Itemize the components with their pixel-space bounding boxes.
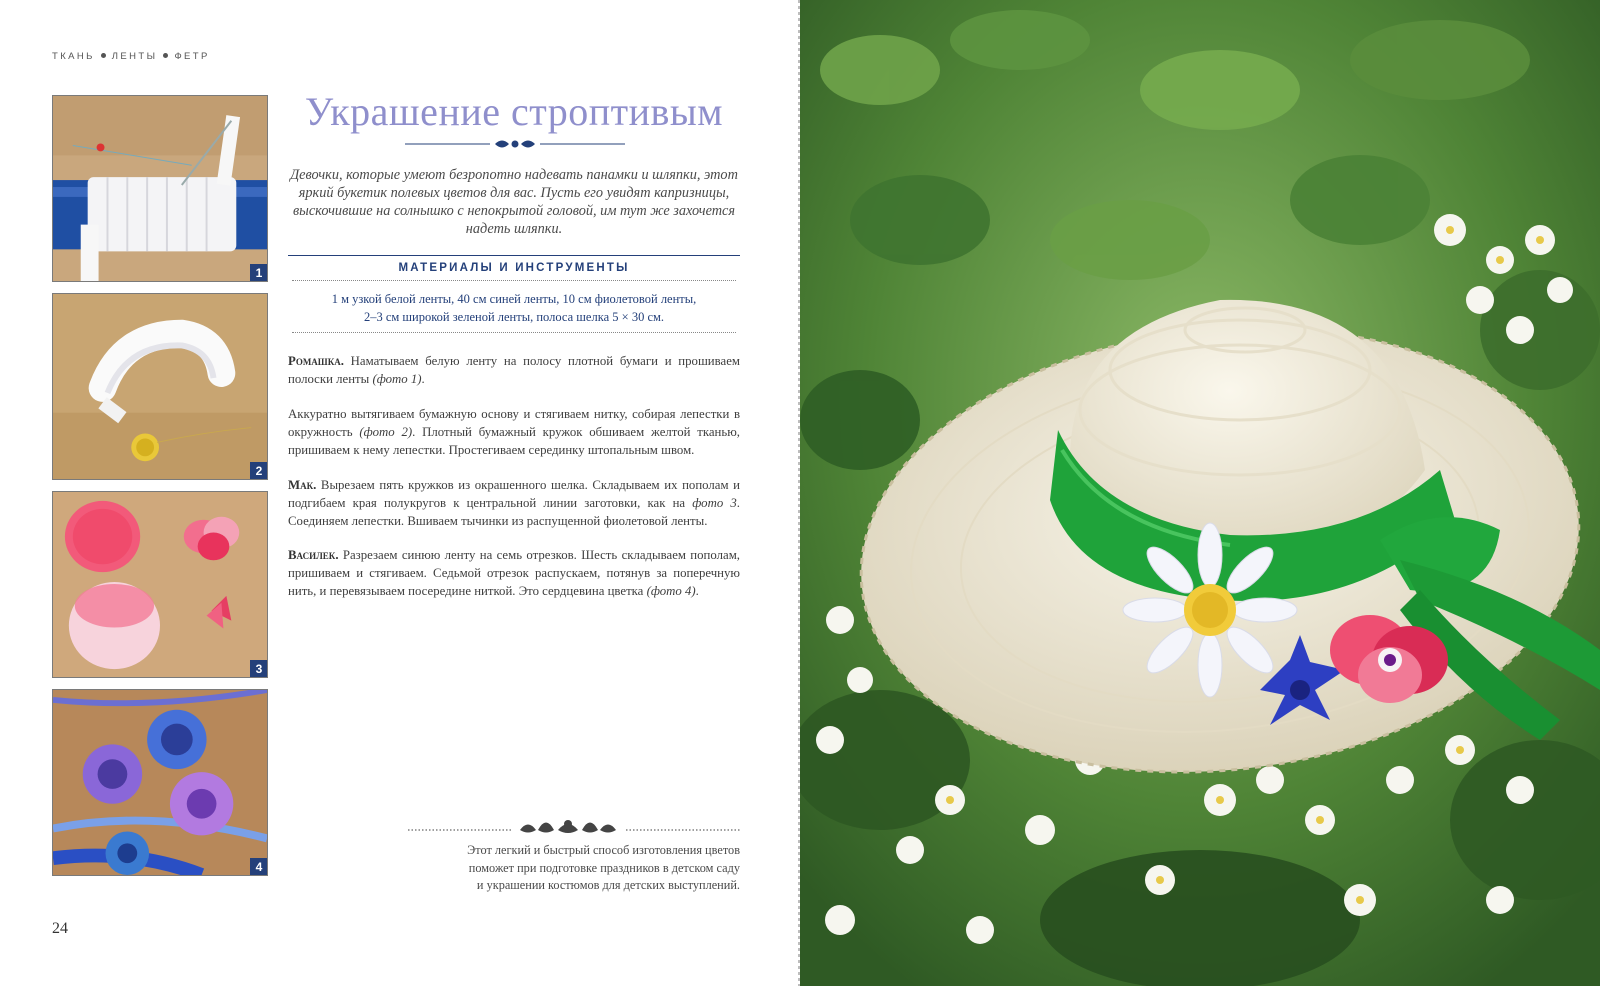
materials-heading: МАТЕРИАЛЫ И ИНСТРУМЕНТЫ bbox=[398, 262, 630, 274]
dotted-divider bbox=[292, 280, 736, 281]
step-lead: Мак. bbox=[288, 478, 317, 492]
step-photo-4 bbox=[52, 689, 268, 876]
step-tail: . Соединяем лепестки. Вшиваем тычинки из распущенной фиолетовой ленты. bbox=[288, 496, 740, 528]
materials-line: 1 м узкой белой ленты, 40 см синей ленты, 10 см фиолетовой ленты, bbox=[331, 292, 697, 306]
running-head-item: ТКАНЬ bbox=[52, 51, 95, 62]
running-head-item: ЛЕНТЫ bbox=[111, 51, 158, 62]
step-tail: . Плотный бумажный кружок обшиваем желтой тканью, пришиваем к нему лепестки. Простегиваем серединку штопальным швом. bbox=[288, 425, 740, 457]
photo-ref: (фото 1) bbox=[372, 372, 422, 386]
right-page bbox=[800, 0, 1600, 986]
photo-number-badge: 3 bbox=[250, 660, 268, 678]
step-tail: . bbox=[695, 584, 699, 598]
intro-paragraph: Девочки, которые умеют безропотно надевать панамки и шляпки, этот яркий букетик полевых цветов для вас. Пусть его увидят капризницы, выскочившие на солнышко с непокрытой головой, им тут же захочется надеть шляпки. bbox=[290, 167, 738, 237]
silk-poppy-image bbox=[53, 492, 267, 677]
step-tail: . bbox=[421, 372, 425, 386]
photo-ref: (фото 2) bbox=[359, 425, 413, 439]
running-head-item: ФЕТР bbox=[174, 51, 210, 62]
flourish-ornament-icon bbox=[405, 137, 625, 151]
step-text: Аккуратно вытягиваем бумажную основу и стягиваем нитку, собирая лепестки в окружность bbox=[288, 407, 740, 439]
step-cornflower bbox=[288, 546, 740, 600]
step-photo-1 bbox=[52, 95, 268, 282]
step-photo-3 bbox=[52, 491, 268, 678]
running-head bbox=[52, 51, 210, 62]
photo-number-badge: 4 bbox=[250, 858, 268, 876]
step-text: Разрезаем синюю ленту на семь отрезков. Шесть складываем пополам, пришиваем и стягиваем. Седьмой отрезок распускаем, потянув за поперечную нить, и перевязываем посередине ниткой. Это сердцевина цветка bbox=[288, 548, 740, 598]
closing-note-line: Этот легкий и быстрый способ изготовления цветов bbox=[467, 843, 740, 857]
step-chamomile bbox=[288, 352, 740, 388]
step-text: Наматываем белую ленту на полосу плотной бумаги и прошиваем полоски ленты bbox=[288, 354, 740, 386]
step-text: Вырезаем пять кружков из окрашенного шелка. Складываем их пополам и подгибаем края полукругов к центральной линии заготовки, как на bbox=[288, 478, 740, 510]
step-chamomile-assembly bbox=[288, 405, 740, 459]
closing-note bbox=[440, 842, 740, 895]
page-number: 24 bbox=[52, 920, 68, 937]
photo-number-badge: 1 bbox=[250, 264, 268, 282]
floral-ornament-icon bbox=[408, 813, 740, 837]
ribbon-winding-image bbox=[53, 96, 267, 281]
photo-number-badge: 2 bbox=[250, 462, 268, 480]
closing-note-line: и украшении костюмов для детских выступлений. bbox=[476, 878, 740, 892]
bullet-icon bbox=[101, 53, 106, 58]
step-lead: Ромашка. bbox=[288, 354, 344, 368]
materials-line: 2–3 см широкой зеленой ленты, полоса шелка 5 × 30 см. bbox=[363, 309, 665, 324]
step-lead: Василек. bbox=[288, 548, 339, 562]
gathered-petals-image bbox=[53, 294, 267, 479]
straw-hat-photo bbox=[800, 0, 1600, 986]
bullet-icon bbox=[163, 53, 168, 58]
step-photo-2 bbox=[52, 293, 268, 480]
materials-rule bbox=[288, 255, 740, 256]
step-poppy bbox=[288, 476, 740, 530]
page-title: Украшение строптивым bbox=[304, 89, 724, 134]
materials-list bbox=[288, 291, 740, 326]
cornflowers-image bbox=[53, 690, 267, 875]
dotted-divider bbox=[292, 332, 736, 333]
closing-note-line: поможет при подготовке праздников в детском саду bbox=[468, 860, 740, 875]
photo-ref: фото 3 bbox=[692, 496, 737, 510]
photo-ref: (фото 4) bbox=[646, 584, 696, 598]
